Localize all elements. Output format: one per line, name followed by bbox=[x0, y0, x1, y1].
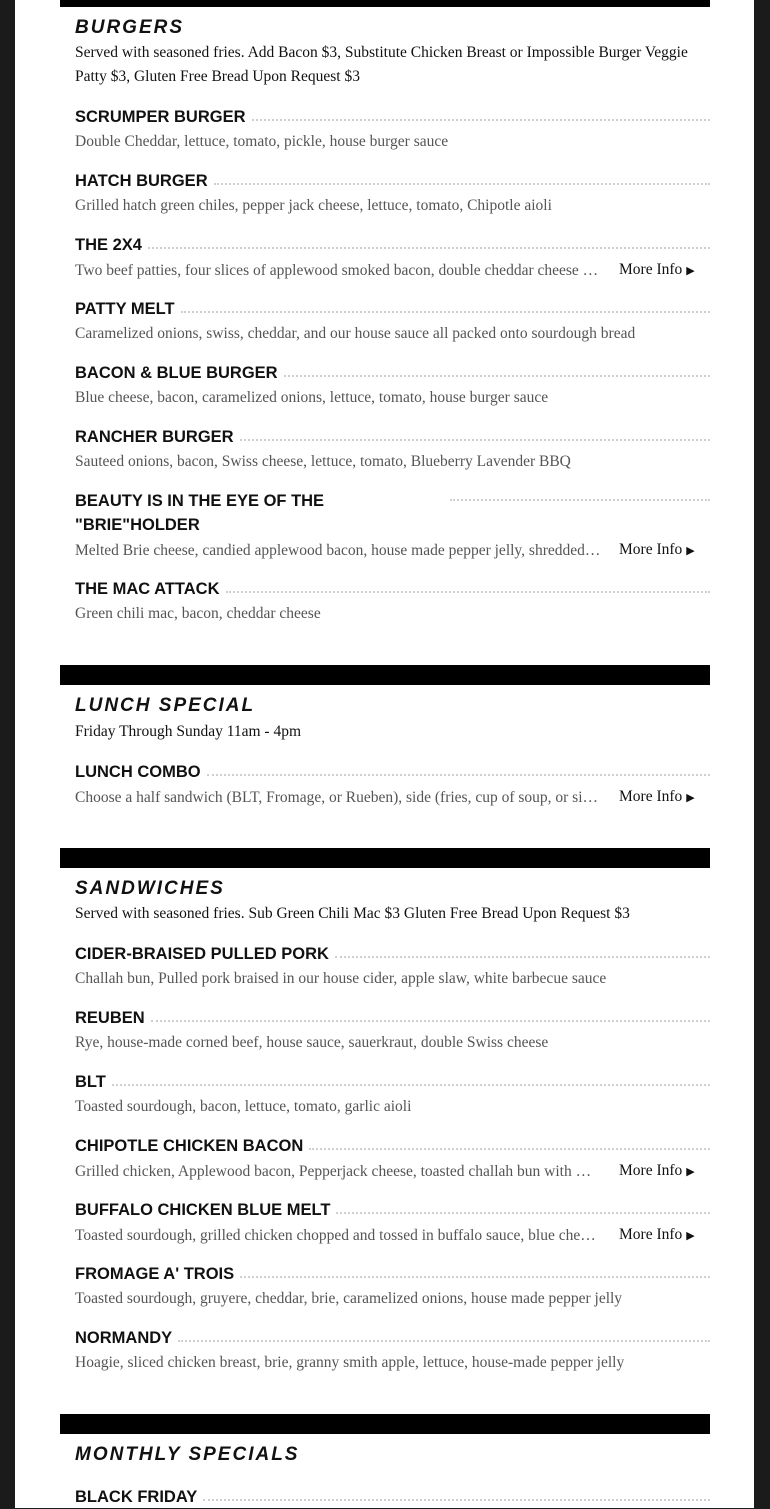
dotted-leader bbox=[151, 1020, 710, 1022]
menu-item-name: BACON & BLUE BURGER bbox=[75, 364, 278, 382]
menu-item-name: HATCH BURGER bbox=[75, 172, 208, 190]
section-description-lunch-special: Friday Through Sunday 11am - 4pm bbox=[75, 723, 302, 740]
menu-item-description: Green chili mac, bacon, cheddar cheese bbox=[75, 605, 321, 622]
dotted-leader bbox=[336, 1212, 710, 1214]
menu-item-description: Sauteed onions, bacon, Swiss cheese, lettuce, tomato, Blueberry Lavender BBQ bbox=[75, 453, 571, 470]
dotted-leader bbox=[112, 1084, 710, 1086]
caret-right-icon: ▶ bbox=[686, 792, 695, 804]
menu-item-name: CHIPOTLE CHICKEN BACON bbox=[75, 1137, 304, 1155]
menu-item-description: Rye, house-made corned beef, house sauce, sauerkraut, double Swiss cheese bbox=[75, 1034, 549, 1051]
menu-item bbox=[75, 1070, 710, 1119]
dotted-leader bbox=[203, 1499, 710, 1501]
section-bar-monthly-specials bbox=[60, 1414, 710, 1434]
menu-item bbox=[75, 361, 710, 410]
menu-item-name: RANCHER BURGER bbox=[75, 428, 234, 446]
dotted-leader bbox=[181, 311, 710, 313]
menu-item-name: REUBEN bbox=[75, 1009, 145, 1027]
dotted-leader bbox=[335, 956, 710, 958]
more-info-link[interactable]: More Info ▶ bbox=[619, 1226, 695, 1243]
menu-item bbox=[75, 169, 710, 218]
menu-item-name: BLACK FRIDAY bbox=[75, 1488, 198, 1506]
caret-right-icon: ▶ bbox=[686, 545, 695, 557]
menu-item bbox=[75, 577, 710, 626]
menu-item-description: Double Cheddar, lettuce, tomato, pickle, house burger sauce bbox=[75, 133, 449, 150]
section-title-sandwiches: SANDWICHES bbox=[75, 878, 225, 899]
section-description-burgers: Served with seasoned fries. Add Bacon $3, Substitute Chicken Breast or Impossible Burger Veggie Patty $3, Gluten Free Bread Upon Request $3 bbox=[75, 44, 688, 85]
dotted-leader bbox=[214, 183, 710, 185]
menu-item-description: Toasted sourdough, bacon, lettuce, tomato, garlic aioli bbox=[75, 1098, 412, 1115]
more-info-link[interactable]: More Info ▶ bbox=[619, 788, 695, 805]
menu-item-name: BEAUTY IS IN THE EYE OF THE "BRIE"HOLDER bbox=[75, 492, 325, 534]
section-title-monthly-specials: MONTHLY SPECIALS bbox=[75, 1444, 300, 1465]
section-description-sandwiches: Served with seasoned fries. Sub Green Chili Mac $3 Gluten Free Bread Upon Request $3 bbox=[75, 905, 630, 922]
menu-item-description: Caramelized onions, swiss, cheddar, and our house sauce all packed onto sourdough bread bbox=[75, 325, 636, 342]
menu-item bbox=[75, 489, 710, 563]
menu-item-description: Grilled chicken, Applewood bacon, Pepperjack cheese, toasted challah bun with … bbox=[75, 1162, 592, 1180]
menu-item bbox=[75, 425, 710, 474]
caret-right-icon: ▶ bbox=[686, 1230, 695, 1242]
caret-right-icon: ▶ bbox=[686, 1166, 695, 1178]
menu-item-description: Choose a half sandwich (BLT, Fromage, or Rueben), side (fries, cup of soup, or si… bbox=[75, 788, 599, 806]
section-bar-burgers bbox=[60, 0, 710, 7]
more-info-link[interactable]: More Info ▶ bbox=[619, 261, 695, 278]
menu-item bbox=[75, 942, 710, 991]
menu-item-name: THE MAC ATTACK bbox=[75, 580, 220, 598]
menu-item-name: THE 2X4 bbox=[75, 236, 142, 254]
menu-item-name: SCRUMPER BURGER bbox=[75, 108, 246, 126]
menu-item-description: Hoagie, sliced chicken breast, brie, granny smith apple, lettuce, house-made pepper jelly bbox=[75, 1354, 625, 1371]
menu-item-name: NORMANDY bbox=[75, 1329, 173, 1347]
menu-item bbox=[75, 233, 710, 283]
menu-item-description: Challah bun, Pulled pork braised in our house cider, apple slaw, white barbecue sauce bbox=[75, 970, 607, 987]
caret-right-icon: ▶ bbox=[686, 265, 695, 277]
menu-item-description: Two beef patties, four slices of applewood smoked bacon, double cheddar cheese … bbox=[75, 261, 599, 279]
menu-item bbox=[75, 1134, 710, 1184]
menu-item-name: PATTY MELT bbox=[75, 300, 175, 318]
section-title-burgers: BURGERS bbox=[75, 17, 185, 38]
dotted-leader bbox=[252, 119, 710, 121]
menu-item-description: Blue cheese, bacon, caramelized onions, lettuce, tomato, house burger sauce bbox=[75, 389, 549, 406]
dotted-leader bbox=[148, 247, 710, 249]
menu-item bbox=[75, 1485, 710, 1509]
menu-item-name: CIDER-BRAISED PULLED PORK bbox=[75, 945, 329, 963]
dotted-leader bbox=[207, 774, 710, 776]
menu-item bbox=[75, 760, 710, 810]
menu-item-name: FROMAGE A' TROIS bbox=[75, 1265, 235, 1283]
section-bar-sandwiches bbox=[60, 848, 710, 868]
menu-item-name: LUNCH COMBO bbox=[75, 763, 201, 781]
menu-item-description: Toasted sourdough, gruyere, cheddar, brie, caramelized onions, house made pepper jelly bbox=[75, 1290, 623, 1307]
menu-item-name: BLT bbox=[75, 1073, 106, 1091]
dotted-leader bbox=[450, 499, 710, 501]
menu-item-description: Melted Brie cheese, candied applewood bacon, house made pepper jelly, shredded… bbox=[75, 541, 601, 559]
more-info-link[interactable]: More Info ▶ bbox=[619, 541, 695, 558]
menu-item bbox=[75, 1262, 710, 1311]
menu-item-name: BUFFALO CHICKEN BLUE MELT bbox=[75, 1201, 331, 1219]
menu-item bbox=[75, 1198, 710, 1248]
dotted-leader bbox=[240, 439, 710, 441]
section-bar-lunch-special bbox=[60, 665, 710, 685]
dotted-leader bbox=[178, 1340, 710, 1342]
dotted-leader bbox=[309, 1148, 710, 1150]
dotted-leader bbox=[226, 591, 710, 593]
menu-item bbox=[75, 105, 710, 154]
menu-item-description: Grilled hatch green chiles, pepper jack cheese, lettuce, tomato, Chipotle aioli bbox=[75, 197, 552, 214]
menu-item bbox=[75, 1326, 710, 1375]
dotted-leader bbox=[284, 375, 710, 377]
menu-item bbox=[75, 297, 710, 346]
section-title-lunch-special: LUNCH SPECIAL bbox=[75, 695, 256, 716]
menu-item bbox=[75, 1006, 710, 1055]
menu-item-description: Toasted sourdough, grilled chicken chopped and tossed in buffalo sauce, blue che… bbox=[75, 1226, 596, 1244]
more-info-link[interactable]: More Info ▶ bbox=[619, 1162, 695, 1179]
dotted-leader bbox=[240, 1276, 710, 1278]
